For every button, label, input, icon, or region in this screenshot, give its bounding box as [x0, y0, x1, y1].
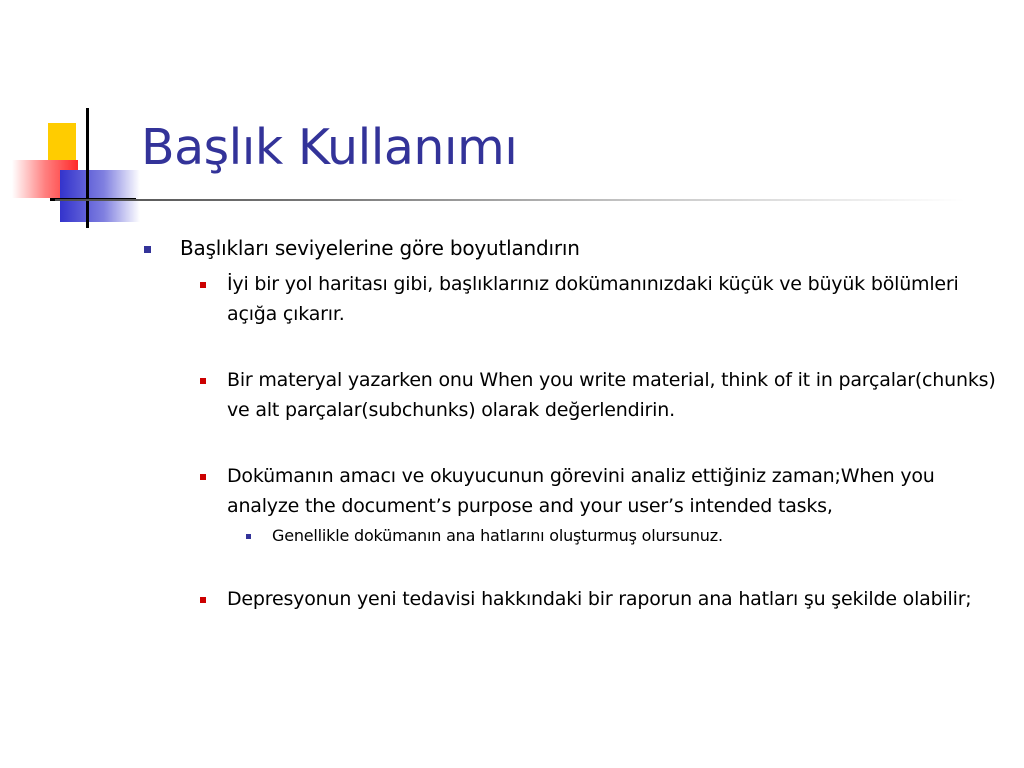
bullet-level1: Başlıkları seviyelerine göre boyutlandırın: [140, 233, 1000, 263]
slide-title: Başlık Kullanımı: [141, 119, 518, 176]
bullet-level2: Bir materyal yazarken onu When you write material, think of it in parçalar(chunks) ve alt parçalar(subchunks) olarak değerlendirin.: [187, 365, 1000, 425]
bullet-level2: Depresyonun yeni tedavisi hakkındaki bir raporun ana hatları şu şekilde olabilir;: [187, 584, 1000, 614]
bullet-level2: İyi bir yol haritası gibi, başlıklarınız dokümanınızdaki küçük ve büyük bölümleri açığa çıkarır.: [187, 269, 1000, 329]
deco-vertical-line: [86, 108, 89, 228]
title-decoration: [0, 0, 150, 240]
slide-body: [140, 233, 1000, 614]
title-divider: [55, 199, 965, 201]
bullet-level2: Dokümanın amacı ve okuyucunun görevini analiz ettiğiniz zaman;When you analyze the document’s purpose and your user’s intended tasks,: [187, 461, 1000, 521]
bullet-level3: Genellikle dokümanın ana hatlarını oluşturmuş olursunuz.: [227, 524, 1000, 548]
deco-blue-bar: [60, 170, 140, 222]
